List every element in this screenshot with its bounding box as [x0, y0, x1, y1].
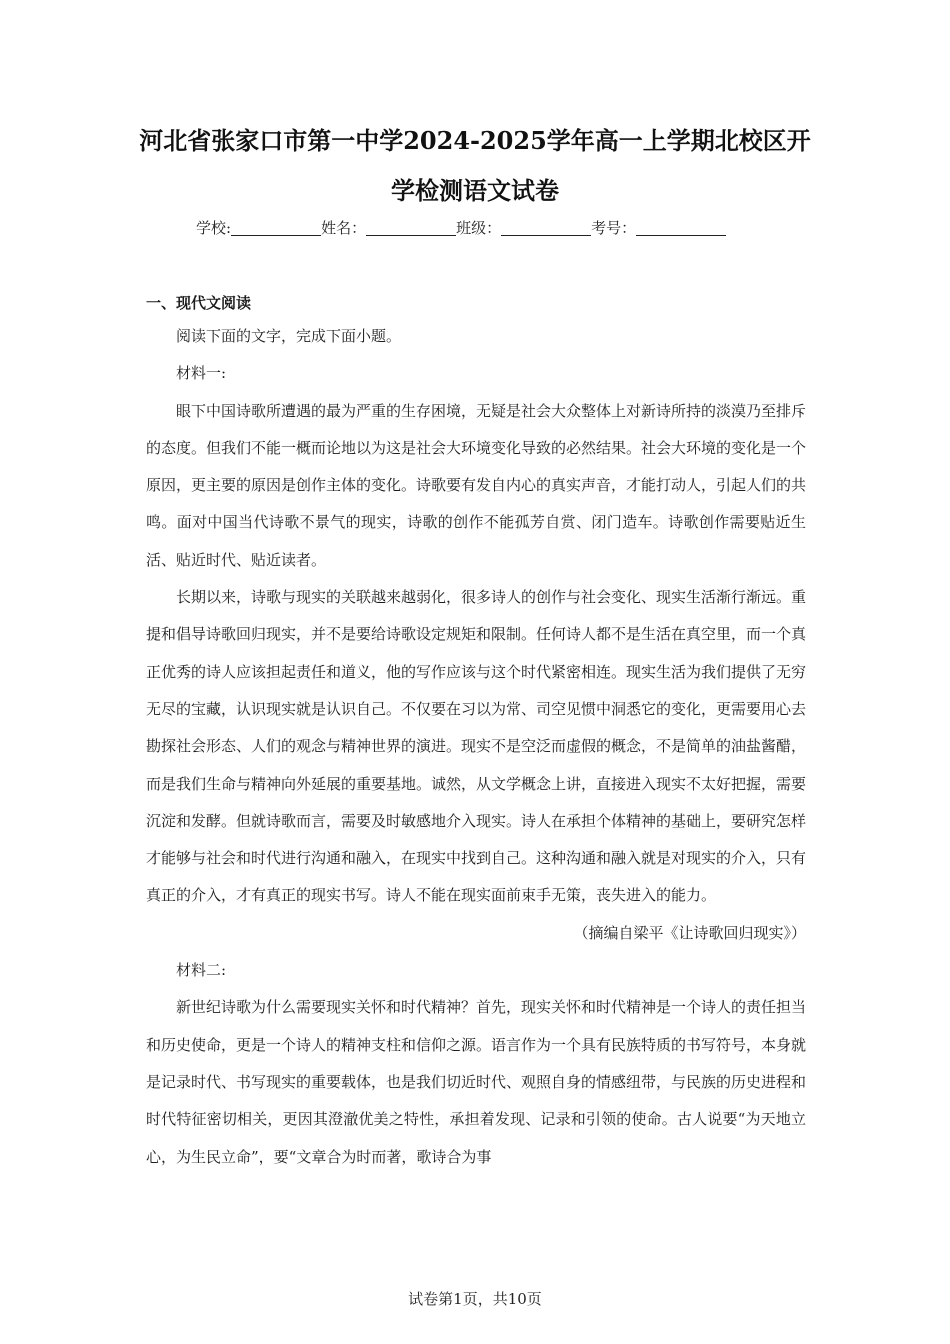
exam-title-line-2: 学检测语文试卷: [391, 176, 559, 205]
name-field: [321, 215, 456, 241]
instruction-text: 阅读下面的文字，完成下面小题。: [176, 327, 402, 345]
class-blank[interactable]: [501, 219, 591, 236]
exam-title-line-1: 河北省张家口市第一中学2024-2025学年高一上学期北校区开: [139, 126, 811, 155]
material-2-paragraph-1: 新世纪诗歌为什么需要现实关怀和时代精神？首先，现实关怀和时代精神是一个诗人的责任担当和历史使命，更是一个诗人的精神支柱和信仰之源。语言作为一个具有民族特质的书写符号，本身就是记录时代、书写现实的重要载体，也是我们切近时代、观照自身的情感纽带，与民族的历史进程和时代特征密切相关，更因其澄澈优美之特性，承担着发现、记录和引领的使命。古人说要“为天地立心，为生民立命”，要“文章合为时而著，歌诗合为事: [146, 998, 807, 1166]
school-label: 学校:: [196, 219, 232, 237]
exam-number-field: [591, 215, 726, 241]
class-field: [456, 215, 591, 241]
section-heading: 一、现代文阅读: [146, 294, 252, 312]
student-info-row: [196, 215, 726, 241]
school-blank[interactable]: [231, 219, 321, 236]
material-1-paragraph-1: 眼下中国诗歌所遭遇的最为严重的生存困境，无疑是社会大众整体上对新诗所持的淡漠乃至排斥的态度。但我们不能一概而论地以为这是社会大环境变化导致的必然结果。社会大环境的变化是一个原因，更主要的原因是创作主体的变化。诗歌要有发自内心的真实声音，才能打动人，引起人们的共鸣。面对中国当代诗歌不景气的现实，诗歌的创作不能孤芳自赏、闭门造车。诗歌创作需要贴近生活、贴近时代、贴近读者。: [146, 401, 807, 569]
material-1-paragraph-2: 长期以来，诗歌与现实的关联越来越弱化，很多诗人的创作与社会变化、现实生活渐行渐远。重提和倡导诗歌回归现实，并不是要给诗歌设定规矩和限制。任何诗人都不是生活在真空里，而一个真正优秀的诗人应该担起责任和道义，他的写作应该与这个时代紧密相连。现实生活为我们提供了无穷无尽的宝藏，认识现实就是认识自己。不仅要在习以为常、司空见惯中洞悉它的变化，更需要用心去勘探社会形态、人们的观念与精神世界的演进。现实不是空泛而虚假的概念，不是简单的油盐酱醋，而是我们生命与精神向外延展的重要基地。诚然，从文学概念上讲，直接进入现实不太好把握，需要沉淀和发酵。但就诗歌而言，需要及时敏感地介入现实。诗人在承担个体精神的基础上，要研究怎样才能够与社会和时代进行沟通和融入，在现实中找到自己。这种沟通和融入就是对现实的介入，只有真正的介入，才有真正的现实书写。诗人不能在现实面前束手无策，丧失进入的能力。: [146, 588, 807, 905]
name-label: 姓名：: [321, 219, 367, 237]
material-1-label: 材料一:: [176, 364, 227, 383]
material-2-label: 材料二:: [176, 961, 227, 980]
school-field: [196, 215, 321, 241]
exam-number-label: 考号：: [591, 219, 637, 237]
name-blank[interactable]: [366, 219, 456, 236]
reading-passage: [146, 318, 806, 1176]
class-label: 班级：: [456, 219, 502, 237]
material-1-source: （摘编自梁平《让诗歌回归现实》）: [573, 923, 806, 942]
exam-number-blank[interactable]: [636, 219, 726, 236]
page-footer: 试卷第1页，共10页: [408, 1290, 542, 1308]
